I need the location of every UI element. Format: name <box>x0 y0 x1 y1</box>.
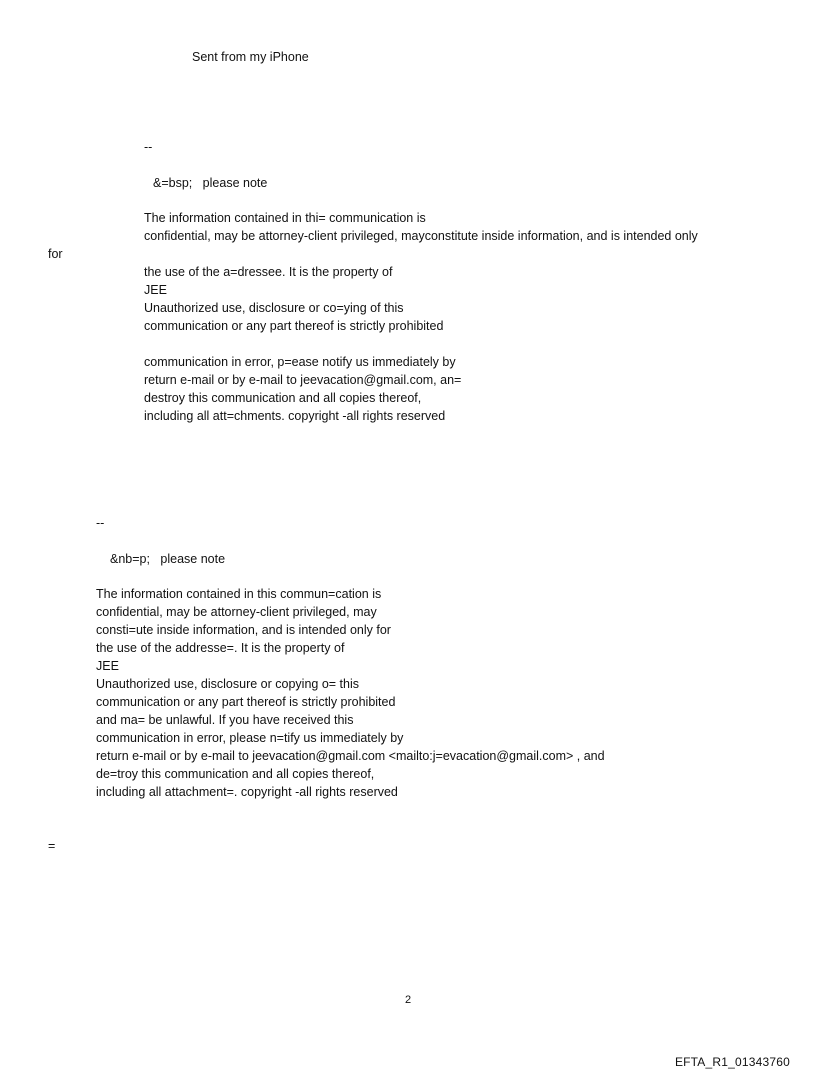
inner-line: The information contained in thi= communication is <box>144 211 426 225</box>
bates-stamp: EFTA_R1_01343760 <box>674 1055 790 1069</box>
outer-line: The information contained in this commun=cation is <box>96 587 382 601</box>
inner-disclaimer-part1 <box>144 209 698 245</box>
sent-from-line: Sent from my iPhone <box>192 50 309 64</box>
outer-line: return e-mail or by e-mail to jeevacation@gmail.com <mailto:j=evacation@gmail.com> , and <box>96 749 605 763</box>
inner-line: destroy this communication and all copies thereof, <box>144 391 422 405</box>
outer-note: &nb=p; please note <box>110 552 226 566</box>
outer-line: JEE <box>96 659 119 673</box>
trailing-equals: = <box>48 839 56 853</box>
outer-line: communication in error, please n=tify us immediately by <box>96 731 404 745</box>
outer-line: the use of the addresse=. It is the property of <box>96 641 345 655</box>
outer-disclaimer <box>96 585 605 801</box>
inner-line: return e-mail or by e-mail to jeevacation@gmail.com, an= <box>144 373 462 387</box>
inner-separator: -- <box>144 140 153 154</box>
inner-overflow-word: for <box>48 247 63 261</box>
inner-line: confidential, may be attorney-client privileged, mayconstitute inside information, and is intended only <box>144 229 698 243</box>
outer-line: confidential, may be attorney-client privileged, may <box>96 605 377 619</box>
inner-line: the use of the a=dressee. It is the property of <box>144 265 393 279</box>
outer-line: communication or any part thereof is strictly prohibited <box>96 695 396 709</box>
inner-line: Unauthorized use, disclosure or co=ying of this <box>144 301 404 315</box>
outer-line: Unauthorized use, disclosure or copying o= this <box>96 677 359 691</box>
outer-line: including all attachment=. copyright -all rights reserved <box>96 785 398 799</box>
inner-line: including all att=chments. copyright -all rights reserved <box>144 409 446 423</box>
inner-line: communication or any part thereof is strictly prohibited <box>144 319 444 333</box>
outer-line: and ma= be unlawful. If you have received this <box>96 713 354 727</box>
inner-line: communication in error, p=ease notify us immediately by <box>144 355 456 369</box>
outer-line: consti=ute inside information, and is intended only for <box>96 623 391 637</box>
inner-line: JEE <box>144 283 167 297</box>
inner-disclaimer-part2 <box>144 263 443 335</box>
inner-disclaimer-part3 <box>144 353 461 425</box>
inner-note: &=bsp; please note <box>153 176 268 190</box>
page-number: 2 <box>404 994 412 1006</box>
outer-line: de=troy this communication and all copies thereof, <box>96 767 375 781</box>
outer-separator: -- <box>96 516 105 530</box>
